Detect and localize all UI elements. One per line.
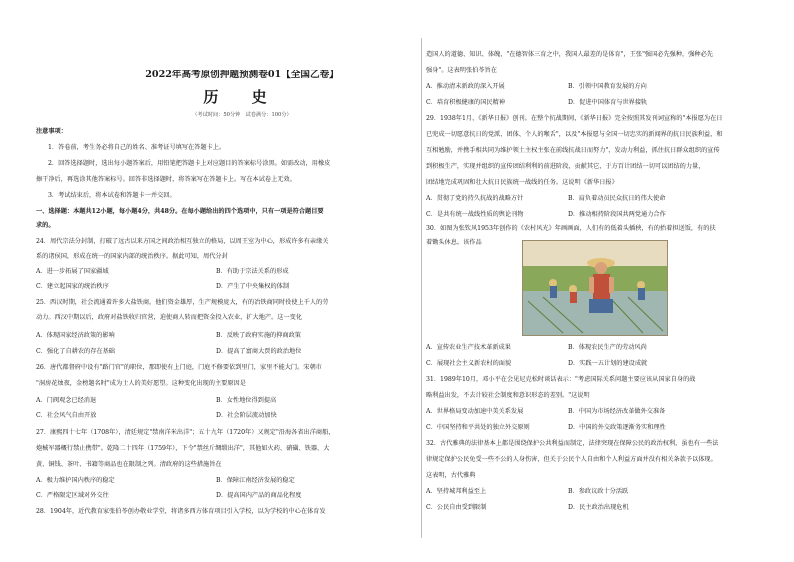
option-29-a: A．贯彻了党的持久抗战的战略方针	[426, 195, 524, 202]
note-item: 2．回答选择题时，选出每小题答案后，用铅笔把答题卡上对应题目的答案标号涂黑。如需改动，用橡皮	[48, 160, 331, 167]
question-29-stem: 已兜成一切愿意抗日的党派、团体、个人的喉舌"，以及"本报愿与全国一切忠实的新闻界的抗日民族利益，和	[426, 131, 723, 138]
subject-title: 历 史	[203, 88, 281, 106]
option-30-c: C．展现社会主义新农村的面貌	[426, 360, 512, 367]
question-24-stem: 系的诸侯国，形成在统一的国家内部的统治秩序。据此可知，周代分封	[36, 253, 228, 260]
question-25-stem: 动力。西汉中期以后，政府对盐铁收归官营，迫使商人转而把资金投入农业，扩大地产。这一变化	[36, 314, 303, 321]
option-32-b: B．参政议政十分活跃	[568, 488, 629, 495]
question-28-stem-cont: 造国人的道德、知识、体魄，"在德智体三育之中，我国人最差的是体育"，王张"强国必先强种，强种必先	[426, 51, 713, 58]
option-30-a: A．宣传农业生产技术革新成果	[426, 344, 511, 351]
question-26-stem: "洞房花烛夜，金榜题名时"成为士人的美好愿望。这种变化出现的主要原因是	[36, 380, 246, 387]
option-28-a: A．推动清末新政的深入开展	[426, 83, 505, 90]
question-31-stem: 略利益出发，不去计较社会制度和意识形态的差别。"这说明	[426, 392, 590, 399]
option-31-c: C．中国坚持和平共处的独立外交原则	[426, 424, 530, 431]
option-28-b: B．引领中国教育发展的方向	[568, 83, 647, 90]
question-27-stem: 炮械军器概行禁止携带"。乾隆二十四年（1759年），下令"禁丝斤绸缎出洋"，其他如火药、硝磺、铁器、大	[36, 445, 330, 452]
option-32-d: D．民主政治出现危机	[568, 504, 629, 511]
note-item: 擦干净后，再选涂其他答案标号。回答非选择题时，将答案写在答题卡上。写在本试卷上无效。	[36, 176, 296, 183]
option-25-b: B．反映了政府实施的抑商政策	[216, 332, 301, 339]
option-27-a: A．极力维护国内秩序的稳定	[36, 477, 115, 484]
option-31-d: D．中国的外交政策逐渐务实和理性	[568, 424, 666, 431]
option-28-d: D．促进中国体育与世界接轨	[568, 99, 648, 106]
question-25-stem: 25．西汉时期，社会流通着许多大盐铁商，他们资金雄厚，生产规模庞大，有的冶铁商同时役使上千人的劳	[36, 299, 329, 306]
question-27-stem: 黄、铜钱、茶叶、书籍等商品也在限制之列。清政府的这些措施旨在	[36, 461, 222, 468]
question-29-stem: 到积极生产，实现并组织的宣传团结利利的前进阶段，贡献其它，于方百计团结一切可以团结的力量，	[426, 163, 705, 170]
question-31-stem: 31．1989年10月，邓小平在会见尼克松时谈话表示："考虑国际关系问题主要应该从国家自身的战	[426, 376, 696, 383]
question-28-stem: 28．1904年，近代教育家张伯苓创办敬业学堂，将诸多西方体育项目引入学校，以为学校的中心在体育发	[36, 508, 326, 515]
option-24-b: B．有助于宗法关系的形成	[216, 268, 289, 275]
question-30-stem: 着锄头休息。该作品	[426, 239, 482, 246]
illus-central-woman	[587, 258, 615, 313]
question-27-stem: 27．康熙四十七年（1708年），清廷规定"禁南洋米出洋"；五十九年（1720年）又规定"沿海各省出洋商船，	[36, 429, 335, 436]
option-30-b: B．体现农民生产的劳动风尚	[568, 344, 647, 351]
option-26-a: A．门阀观念已经消退	[36, 397, 97, 404]
option-26-b: B．女性地位得到提高	[216, 397, 277, 404]
option-30-d: D．实践一五计划的建设成就	[568, 360, 648, 367]
option-24-a: A．进一步拓展了国家疆域	[36, 268, 109, 275]
note-item: 3．考试结束后，将本试卷和答题卡一并交回。	[48, 192, 176, 199]
question-26-stem: 26．唐代都督府中设有"路门官"的职位，那即使有上门庭，门庭不修要依到里门，家里不能大门。宋朝市	[36, 364, 322, 371]
option-27-d: D．提高国内产品的商品化程度	[216, 492, 302, 499]
exam-meta: （考试时间：50分钟 试卷满分：100分）	[192, 112, 292, 118]
notes-heading: 注意事项：	[36, 128, 67, 135]
option-32-c: C．公民自由受到限制	[426, 504, 487, 511]
question-24-stem: 24．周代宗法分封制，打破了远古以来方国之间政治相互独立的格局，以周王室为中心，形成许多有亲缘关	[36, 238, 329, 245]
question-30-stem: 30．如图为张钦风1953年创作的《农村风光》年画画面，人们有的低着头插秧，有的抬着担送饭，有的扶	[426, 225, 716, 232]
option-31-a: A．世界格局变动加速中美关系发展	[426, 408, 524, 415]
question-29-stem: 互相勉励，并携手相共同为维护领土主权主张在前线抗战日而努力"，发动力利益，抓住抗日群众组织的宣传	[426, 147, 720, 154]
option-32-a: A．坚持城邦利益至上	[426, 488, 487, 495]
option-29-d: D．推动相持阶段国共两党通力合作	[568, 211, 666, 218]
question-32-stem: 这表明，古代雅典	[426, 472, 476, 479]
question-28-stem-cont: 强身"。这表明张伯苓旨在	[426, 67, 497, 74]
option-29-c: C．是共有统一战线性质的舆论刊物	[426, 211, 524, 218]
option-26-c: C．社会风气自由开放	[36, 412, 97, 419]
option-27-c: C．严格限定区域对外交往	[36, 492, 109, 499]
column-divider	[421, 38, 422, 538]
option-24-d: D．产生了中央集权的体制	[216, 283, 290, 290]
question-32-stem: 律规定保护公民免受一些不公的人身伤害，但关于公民个人自由和个人利益方面并没有相关条款予以体现。	[426, 456, 717, 463]
exam-title: 2022年高考原创押题预测卷01【全国乙卷】	[145, 70, 339, 79]
option-25-d: D．提高了富商大贾的政治地位	[216, 348, 302, 355]
option-25-c: C．强化了自耕农的存在基础	[36, 348, 115, 355]
question-29-stem: 29．1938年1月，《新华日报》创刊。在整个抗战期间，《新华日报》完全按照其发刊词宣称的"本报愿为在日	[426, 115, 723, 122]
note-item: 1．答卷前，考生务必将自己的姓名、准考证号填写在答题卡上。	[48, 144, 226, 151]
option-27-b: B．保障江南经济发展的稳定	[216, 477, 295, 484]
rural-scene-illustration	[522, 240, 668, 336]
option-24-c: C．建立起国家的统治秩序	[36, 283, 109, 290]
question-29-stem: 团结地完成巩固和壮大抗日民族统一战线的任务。这说明《新华日报》	[426, 179, 618, 186]
option-26-d: D．社会阶层流动加快	[216, 412, 277, 419]
section-heading-cont: 求的。	[36, 222, 55, 229]
option-28-c: C．培育积极健康的国民精神	[426, 99, 505, 106]
option-25-a: A．体现国家经济政策的影响	[36, 332, 115, 339]
question-32-stem: 32．古代雅典的法律基本上都是围绕保护公共利益而制定，法律突现在保障公民的政治权利，虽也有一些法	[426, 440, 719, 447]
section-heading: 一、选择题：本题共12小题，每小题4分，共48分。在每小题给出的四个选项中，只有一项是符合题目要	[36, 208, 324, 215]
option-29-b: B．肩负着动员民众抗日的伟大使命	[568, 195, 666, 202]
option-31-b: B．中国为市场经济改革做外交准备	[568, 408, 666, 415]
